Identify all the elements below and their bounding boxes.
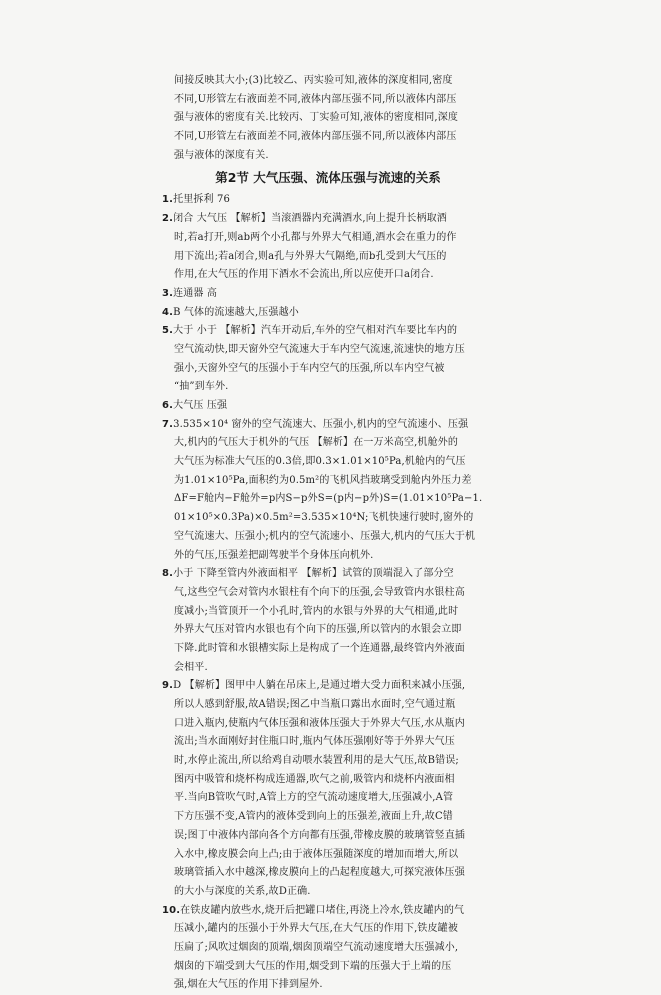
answer-text: 大气压为标准大气压的0.3倍,即0.3×1.01×10⁵Pa,机舱内的气压 — [174, 456, 466, 468]
answer-text: 01×10⁵×0.3Pa)×0.5m²=3.535×10⁴N;飞机快速行驶时,窗外的 — [174, 512, 474, 524]
answer-text: 强,烟在大气压的作用下排到屋外. — [174, 979, 323, 991]
answer-text: 大于 小于 【解析】汽车开动后,车外的空气相对汽车要比车内的 — [173, 325, 458, 337]
answer-number: 2. — [162, 213, 174, 225]
answer-line — [162, 733, 484, 752]
answer-number: 7. — [162, 418, 174, 430]
answer-line — [162, 958, 484, 977]
answer-text: B 气体的流速越大,压强越小 — [173, 306, 299, 318]
answer-line — [162, 640, 484, 659]
intro-line: 不同,U形管左右液面差不同,液体内部压强不同,所以液体内部压 — [174, 131, 457, 143]
answer-text: 入水中,橡皮膜会向上凸;由于液体压强随深度的增加而增大,所以 — [174, 848, 459, 860]
answer-line — [162, 229, 484, 248]
answer-number: 5. — [162, 325, 174, 337]
answer-text: 会相平. — [174, 661, 208, 673]
answer-text: 玻璃管插入水中越深,橡皮膜向上的凸起程度越大,可探究液体压强 — [174, 867, 465, 879]
answer-number: 8. — [162, 568, 174, 580]
answer-text: 时,若a打开,则ab两个小孔都与外界大气相通,酒水会在重力的作 — [174, 231, 457, 243]
answer-line — [162, 771, 484, 790]
answer-line — [162, 378, 484, 397]
answer-line — [162, 248, 484, 267]
answer-line — [162, 341, 484, 360]
answer-text: 空气流动快,即天窗外空气流速大于车内空气流速,流速快的地方压 — [174, 343, 465, 355]
answer-text: 的大小与深度的关系,故D正确. — [174, 885, 311, 897]
intro-line: 强与液体的深度有关. — [174, 149, 269, 161]
answer-text: 压减小,罐内的压强小于外界大气压,在大气压的作用下,铁皮罐被 — [174, 923, 459, 935]
answer-line — [162, 902, 484, 921]
answer-line — [162, 528, 484, 547]
answer-line — [162, 565, 484, 584]
answer-line — [162, 453, 484, 472]
answer-text: 时,水停止流出,所以给鸡自动喂水装置利用的是大气压,故B错误; — [174, 755, 459, 767]
answer-line — [162, 864, 484, 883]
answer-text: “抽”到车外. — [174, 381, 229, 393]
answer-line — [162, 285, 484, 304]
answer-text: D 【解析】图甲中人躺在吊床上,是通过增大受力面积来减小压强, — [173, 680, 466, 692]
answer-text: 外的气压,压强差把副驾驶半个身体压向机外. — [174, 549, 374, 561]
answer-text: 小于 下降至管内外液面相平 【解析】试管的顶端混入了部分空 — [173, 568, 454, 580]
answer-line — [162, 976, 484, 995]
answer-text: 度减小;当管顶开一个小孔时,管内的水银与外界的大气相通,此时 — [174, 605, 459, 617]
answer-text: 图丙中吸管和烧杯构成连通器,吹气之前,吸管内和烧杯内液面相 — [174, 773, 455, 785]
answer-text: 气,这些空气会对管内水银柱有个向下的压强,会导致管内水银柱高 — [174, 586, 465, 598]
answer-text: 大气压 压强 — [173, 400, 228, 411]
answer-number: 4. — [162, 306, 174, 318]
answer-line — [162, 322, 484, 341]
answer-line — [162, 659, 484, 678]
answer-line — [162, 883, 484, 902]
answer-text: 口进入瓶内,使瓶内气体压强和液体压强大于外界大气压,水从瓶内 — [174, 717, 465, 729]
answer-text: 误;图丁中液体内部向各个方向都有压强,带橡皮膜的玻璃管竖直插 — [174, 829, 466, 841]
answer-text: 大,机内的气压大于机外的气压 【解析】在一万米高空,机舱外的 — [174, 437, 459, 449]
answer-line — [162, 808, 484, 827]
answer-line — [162, 939, 484, 958]
answer-text: 连通器 高 — [173, 287, 217, 299]
section-title: 第2节 大气压强、流体压强与流速的关系 — [215, 170, 441, 186]
answer-text: 空气流速大、压强小;机内的空气流速小、压强大,机内的气压大于机 — [174, 530, 476, 542]
answer-text: 烟囱的下端受到大气压的作用,烟受到下端的压强大于上端的压 — [174, 960, 452, 972]
answer-line — [162, 304, 484, 323]
answer-number: 3. — [162, 287, 174, 299]
answer-text: 平.当向B管吹气时,A管上方的空气流动速度增大,压强减小,A管 — [174, 792, 454, 804]
answer-text: 托里拆利 76 — [173, 194, 231, 206]
answer-text: 闭合 大气压 【解析】当滚酒器内充满酒水,向上提升长柄取酒 — [173, 213, 447, 225]
answer-line — [162, 677, 484, 696]
answer-number: 10. — [162, 904, 181, 916]
intro-line: 强与液体的密度有关.比较丙、丁实验可知,液体的密度相同,深度 — [174, 112, 459, 124]
answer-line — [162, 827, 484, 846]
answer-line — [162, 584, 484, 603]
intro-line: 不同,U形管左右液面差不同,液体内部压强不同,所以液体内部压 — [174, 93, 457, 105]
answer-line — [162, 360, 484, 379]
answer-line — [162, 696, 484, 715]
answer-line — [162, 434, 484, 453]
answer-line — [162, 472, 484, 491]
answer-line — [162, 789, 484, 808]
answer-text: 在铁皮罐内放些水,烧开后把罐口堵住,再浇上冷水,铁皮罐内的气 — [180, 904, 465, 916]
answer-line — [162, 266, 484, 285]
answer-line — [162, 846, 484, 865]
answer-text: 为1.01×10⁵Pa,面积约为0.5m²的飞机风挡玻璃受到舱内外压力差 — [174, 474, 472, 486]
answer-text: 外界大气压对管内水银也有个向下的压强,所以管内的水银会立即 — [174, 624, 462, 636]
answer-text: ΔF=F舱内−F舱外=p内S−p外S=(p内−p外)S=(1.01×10⁵Pa−1. — [174, 493, 483, 505]
answer-text: 3.535×10⁴ 窗外的空气流速大、压强小,机内的空气流速小、压强 — [173, 418, 469, 430]
answer-text: 作用,在大气压的作用下酒水不会流出,所以应使开口a闭合. — [174, 269, 434, 281]
answer-number: 1. — [162, 194, 174, 206]
intro-line: 间接反映其大小;(3)比较乙、丙实验可知,液体的深度相同,密度 — [174, 75, 453, 86]
answer-line — [162, 715, 484, 734]
answer-number: 6. — [162, 400, 174, 411]
answer-line — [162, 191, 484, 210]
text-column — [162, 72, 484, 995]
answer-line — [162, 920, 484, 939]
answer-text: 用下流出;若a闭合,则a孔与外界大气隔绝,而b孔受到大气压的 — [174, 250, 447, 262]
answer-line — [162, 603, 484, 622]
answer-text: 下降.此时管和水银槽实际上是构成了一个连通器,最终管内外液面 — [174, 642, 465, 654]
answer-line — [162, 210, 484, 229]
answer-line — [162, 490, 484, 509]
answer-text: 压扁了;风吹过烟囱的顶端,烟囱顶端空气流动速度增大压强减小, — [174, 941, 459, 953]
answer-text: 强小,天窗外空气的压强小于车内空气的压强,所以车内空气被 — [174, 362, 445, 374]
answer-line — [162, 416, 484, 435]
answer-line — [162, 547, 484, 566]
answer-line — [162, 509, 484, 528]
answer-text: 流出;当水面刚好封住瓶口时,瓶内气体压强刚好等于外界大气压 — [174, 736, 455, 748]
answer-text: 下方压强不变,A管内的液体受到向上的压强差,液面上升,故C错 — [174, 811, 453, 823]
answer-line — [162, 621, 484, 640]
answer-number: 9. — [162, 680, 174, 692]
answer-line — [162, 397, 484, 416]
answer-line — [162, 752, 484, 771]
answer-text: 所以人感到舒服,故A错误;图乙中当瓶口露出水面时,空气通过瓶 — [174, 699, 456, 710]
